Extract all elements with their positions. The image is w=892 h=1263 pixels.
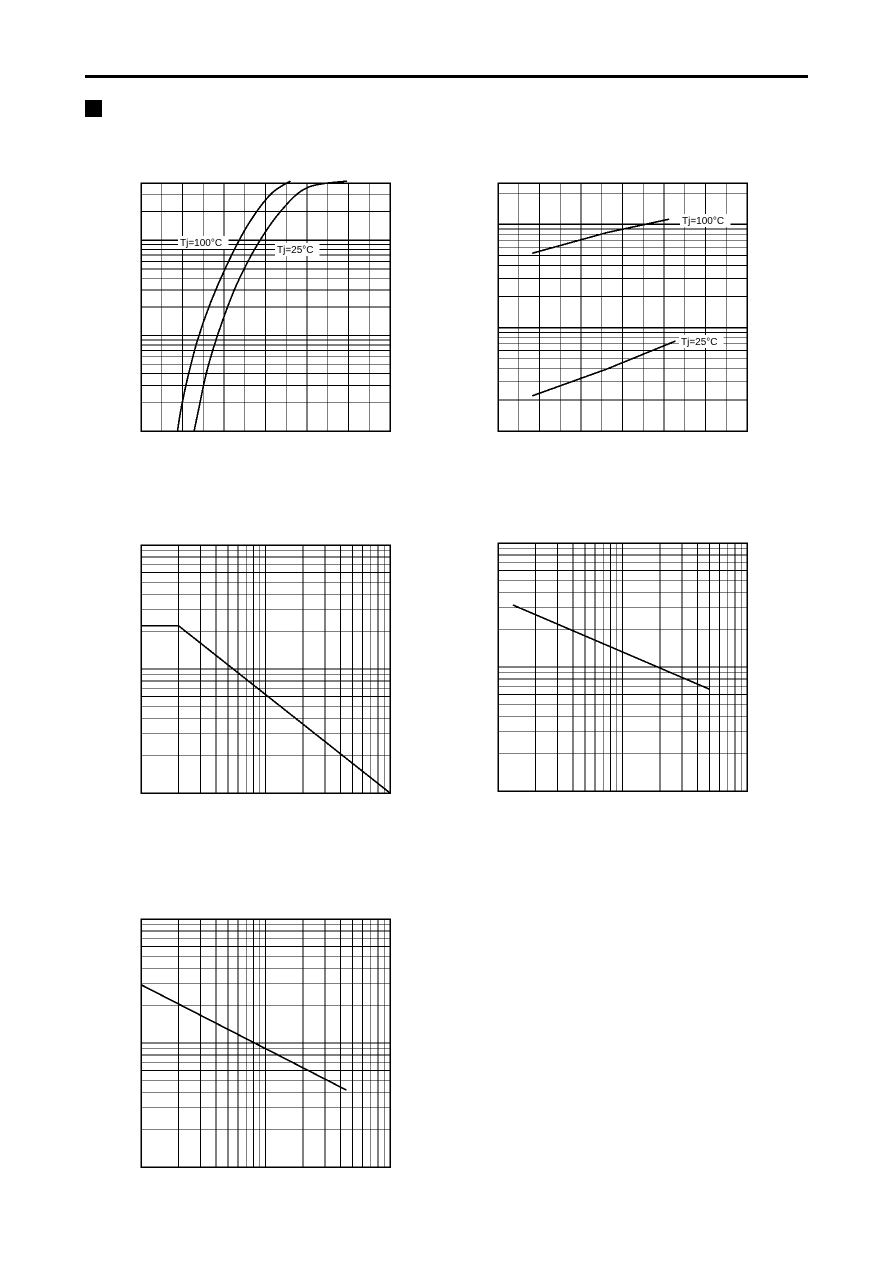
chart-loglog-decline-1 — [497, 542, 748, 792]
series-line-tj-100-c — [178, 181, 291, 431]
section-bullet-square — [85, 100, 102, 117]
chart-loglog-decline-2 — [140, 918, 391, 1168]
header-rule — [85, 75, 808, 78]
series-line-tj-25-c — [194, 181, 347, 431]
curve-label: Tj=100°C — [682, 216, 725, 227]
series-line — [513, 605, 710, 689]
chart-leakage-characteristics — [497, 182, 748, 432]
chart-forward-characteristics — [140, 182, 391, 432]
curve-label: Tj=25°C — [681, 337, 718, 348]
series-line — [141, 985, 346, 1090]
curve-label: Tj=25°C — [277, 245, 314, 256]
chart-derating-curve — [140, 544, 391, 794]
curve-label: Tj=100°C — [180, 238, 223, 249]
